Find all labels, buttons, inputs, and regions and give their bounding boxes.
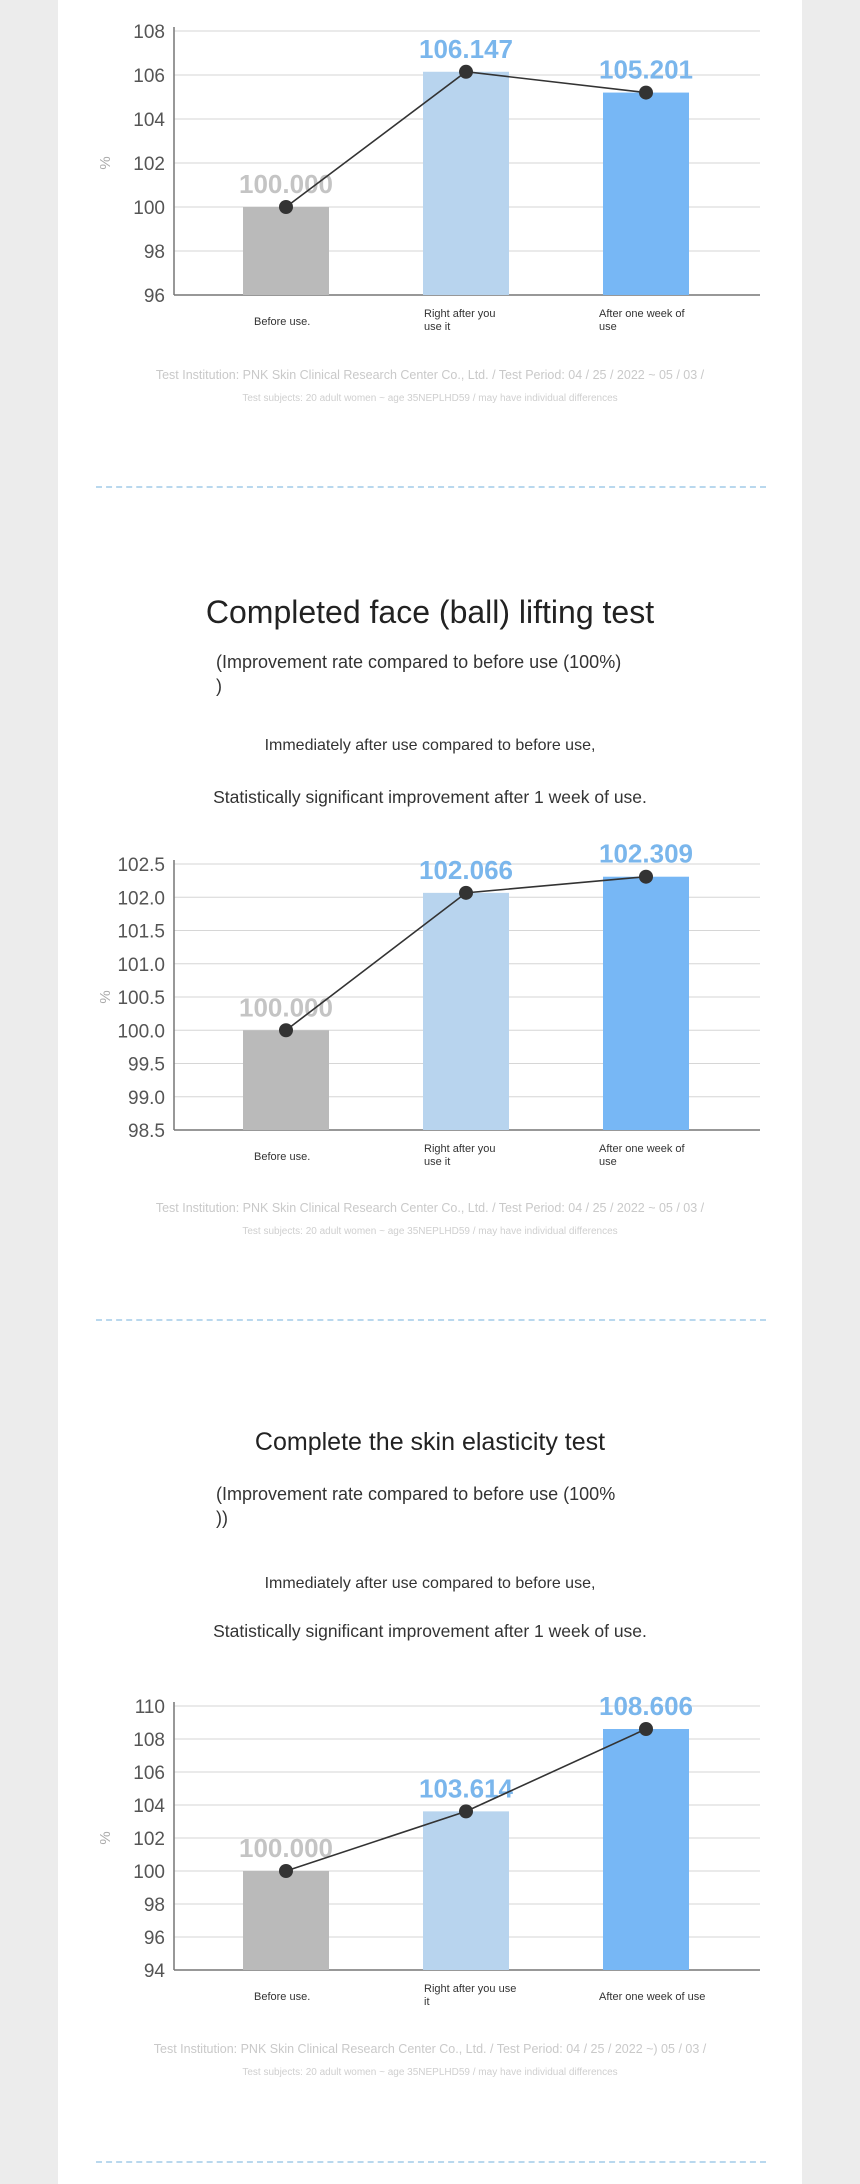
data-point — [639, 870, 653, 884]
statement-immediate-elasticity: Immediately after use compared to before use, — [264, 1575, 596, 1592]
subtitle-line2-lifting: ) — [216, 676, 222, 696]
x-tick-label: Right after you — [424, 1143, 496, 1155]
x-tick-label: use it — [424, 1156, 451, 1168]
x-tick-label: use — [599, 1156, 617, 1168]
y-axis-label: % — [97, 990, 114, 1004]
section-divider — [96, 486, 766, 488]
footnote-subjects-1: Test subjects: 20 adult women ~ age 35NEPLHD59 / may have individual differences — [242, 393, 618, 404]
bar — [243, 207, 329, 295]
bar — [423, 893, 509, 1130]
y-tick-label: 99.0 — [128, 1087, 165, 1109]
data-point — [279, 200, 293, 214]
y-tick-label: 102.5 — [117, 855, 165, 876]
data-point — [279, 1023, 293, 1037]
chart-1-svg — [58, 0, 802, 345]
x-tick-label: After one week of — [599, 1143, 685, 1155]
x-tick-label: After one week of use — [599, 1991, 706, 2003]
data-point — [459, 1804, 473, 1818]
y-tick-label: 104 — [133, 1796, 165, 1817]
chart-3-svg — [58, 1668, 802, 2013]
x-tick-label: Before use. — [254, 1151, 311, 1163]
y-tick-label: 100.5 — [117, 988, 165, 1009]
data-label: 106.147 — [419, 33, 513, 64]
y-tick-label: 100 — [133, 1862, 165, 1883]
statement-week-elasticity: Statistically significant improvement after 1 week of use. — [213, 1621, 647, 1641]
data-label: 102.309 — [599, 838, 693, 869]
y-tick-label: 110 — [134, 1697, 165, 1718]
section-divider — [96, 1319, 766, 1321]
chart-1 — [58, 0, 802, 345]
y-tick-label: 106 — [133, 1763, 165, 1784]
y-tick-label: 102 — [133, 154, 165, 175]
x-tick-label: After one week of — [599, 308, 685, 320]
data-label: 100.000 — [239, 992, 333, 1023]
statement-immediate-lifting: Immediately after use compared to before use, — [264, 737, 596, 754]
section-title-elasticity: Complete the skin elasticity test — [254, 1428, 606, 1456]
y-axis-label: % — [97, 156, 114, 170]
bar — [243, 1871, 329, 1970]
x-tick-label: use — [599, 321, 617, 333]
bar — [243, 1030, 329, 1130]
chart-2 — [58, 832, 802, 1177]
y-tick-label: 104 — [133, 110, 165, 131]
subtitle-line1-lifting: (Improvement rate compared to before use (100%) — [216, 652, 622, 672]
footnote-institution-2: Test Institution: PNK Skin Clinical Research Center Co., Ltd. / Test Period: 04 / 25 / 2022 ~ 05 / 03 / — [155, 1201, 705, 1215]
subtitle-line1-elasticity: (Improvement rate compared to before use (100% — [216, 1484, 616, 1504]
y-tick-label: 98 — [143, 242, 165, 263]
subtitle-line2-elasticity: )) — [216, 1508, 228, 1528]
content-card — [58, 0, 802, 2184]
x-tick-label: Before use. — [254, 1991, 311, 2003]
chart-3 — [58, 1668, 802, 2013]
y-tick-label: 102.0 — [117, 888, 165, 910]
footnote-subjects-2: Test subjects: 20 adult women ~ age 35NEPLHD59 / may have individual differences — [242, 1226, 618, 1237]
data-label: 102.066 — [419, 854, 513, 885]
y-tick-label: 98 — [143, 1895, 165, 1916]
y-tick-label: 106 — [133, 66, 165, 87]
data-label: 105.201 — [599, 54, 693, 85]
bar — [603, 877, 689, 1130]
y-tick-label: 108 — [133, 22, 165, 43]
y-tick-label: 102 — [133, 1829, 165, 1850]
data-point — [639, 1722, 653, 1736]
footnote-institution-1: Test Institution: PNK Skin Clinical Research Center Co., Ltd. / Test Period: 04 / 25 / 2022 ~ 05 / 03 / — [155, 368, 705, 382]
statement-week-lifting: Statistically significant improvement after 1 week of use. — [213, 787, 647, 807]
data-point — [459, 65, 473, 79]
y-tick-label: 96 — [143, 1928, 165, 1949]
bar — [603, 1729, 689, 1970]
y-tick-label: 101.5 — [117, 921, 165, 943]
y-tick-label: 94 — [143, 1961, 165, 1982]
data-label: 100.000 — [239, 169, 333, 199]
y-tick-label: 96 — [143, 286, 165, 307]
chart-2-svg — [58, 832, 802, 1177]
data-point — [639, 86, 653, 100]
x-tick-label: Right after you use — [424, 1983, 517, 1995]
data-label: 108.606 — [599, 1691, 693, 1722]
y-tick-label: 100 — [133, 198, 165, 219]
footnote-institution-3: Test Institution: PNK Skin Clinical Research Center Co., Ltd. / Test Period: 04 / 25 / 2022 ~) 05 / 03 / — [153, 2042, 707, 2056]
data-label: 103.614 — [419, 1773, 513, 1804]
bar — [603, 93, 689, 295]
x-tick-label: it — [424, 1996, 430, 2008]
y-tick-label: 99.5 — [128, 1054, 165, 1076]
data-label: 100.000 — [239, 1833, 333, 1863]
data-point — [459, 886, 473, 900]
x-tick-label: Before use. — [254, 316, 311, 328]
x-tick-label: Right after you — [424, 308, 496, 320]
section-title-lifting: Completed face (ball) lifting test — [205, 594, 655, 630]
y-tick-label: 100.0 — [117, 1021, 165, 1043]
y-tick-label: 108 — [133, 1730, 165, 1751]
data-point — [279, 1864, 293, 1878]
footnote-subjects-3: Test subjects: 20 adult women ~ age 35NEPLHD59 / may have individual differences — [242, 2067, 618, 2078]
x-tick-label: use it — [424, 321, 451, 333]
bar — [423, 72, 509, 295]
section-divider — [96, 2161, 766, 2163]
y-tick-label: 101.0 — [117, 954, 165, 976]
bar — [423, 1811, 509, 1970]
y-axis-label: % — [97, 1831, 114, 1845]
y-tick-label: 98.5 — [128, 1121, 165, 1142]
